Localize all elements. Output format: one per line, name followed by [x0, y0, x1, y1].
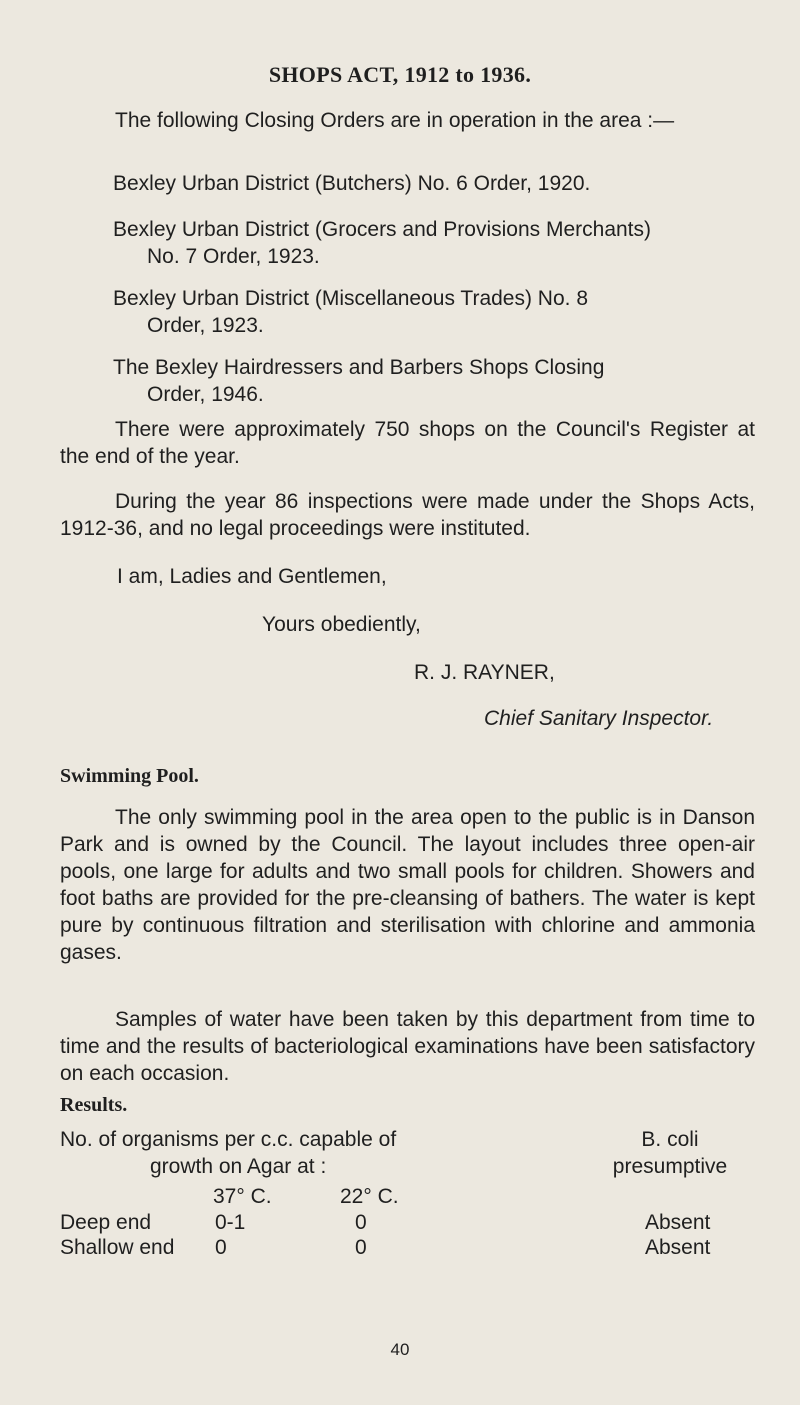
coli-result: Absent — [645, 1236, 711, 1259]
order-text-continued: Order, 1923. — [147, 314, 264, 337]
valediction: Yours obediently, — [262, 613, 421, 636]
page-number: 40 — [390, 1340, 410, 1359]
results-heading: Results. — [60, 1094, 128, 1116]
intro-paragraph: The following Closing Orders are in operation in the area :— — [115, 109, 675, 132]
samples-paragraph: Samples of water have been taken by this department from time to time and the results of bacteriological examinations have been satisfactory on each occasion. — [60, 1008, 755, 1085]
organisms-header: No. of organisms per c.c. capable of — [60, 1128, 397, 1151]
order-text-continued: Order, 1946. — [147, 383, 264, 406]
coli-header-continued: presumptive — [612, 1155, 728, 1178]
signatory-name: R. J. RAYNER, — [414, 661, 555, 684]
row-label: Shallow end — [60, 1236, 175, 1259]
shops-act-heading: SHOPS ACT, 1912 to 1936. — [268, 62, 532, 87]
order-text: The Bexley Hairdressers and Barbers Shops Closing — [113, 356, 605, 379]
order-text: Bexley Urban District (Butchers) No. 6 Order, 1920. — [113, 172, 591, 195]
count-22c: 0 — [355, 1236, 367, 1259]
count-37c: 0-1 — [215, 1211, 246, 1234]
signatory-title: Chief Sanitary Inspector. — [484, 707, 714, 730]
inspections-paragraph: During the year 86 inspections were made under the Shops Acts, 1912-36, and no legal proceedings were instituted. — [60, 490, 755, 540]
shops-count-paragraph: There were approximately 750 shops on the Council's Register at the end of the year. — [60, 418, 755, 468]
order-text: Bexley Urban District (Grocers and Provisions Merchants) — [113, 218, 652, 241]
swimming-pool-heading: Swimming Pool. — [60, 765, 199, 787]
column-header-37c: 37° C. — [213, 1185, 272, 1208]
order-item — [113, 354, 755, 408]
order-text: Bexley Urban District (Miscellaneous Trades) No. 8 — [113, 287, 589, 310]
organisms-header-continued: growth on Agar at : — [150, 1155, 327, 1178]
row-label: Deep end — [60, 1211, 152, 1234]
order-text-continued: No. 7 Order, 1923. — [147, 245, 320, 268]
count-37c: 0 — [215, 1236, 227, 1259]
count-22c: 0 — [355, 1211, 367, 1234]
coli-header: B. coli — [641, 1128, 699, 1151]
column-header-22c: 22° C. — [340, 1185, 399, 1208]
order-item — [113, 285, 755, 339]
swimming-pool-paragraph: The only swimming pool in the area open to the public is in Danson Park and is owned by the Council. The layout includes three open-air pools, one large for adults and two small pools for children. Showers and foot baths are provided for the pre-cleansing of bathers. The water is kept pure by continuous filtration and sterilisation with chlorine and ammonia gases. — [60, 806, 755, 964]
salutation: I am, Ladies and Gentlemen, — [117, 565, 387, 588]
coli-result: Absent — [645, 1211, 711, 1234]
order-item — [113, 170, 755, 197]
order-item — [113, 216, 755, 270]
